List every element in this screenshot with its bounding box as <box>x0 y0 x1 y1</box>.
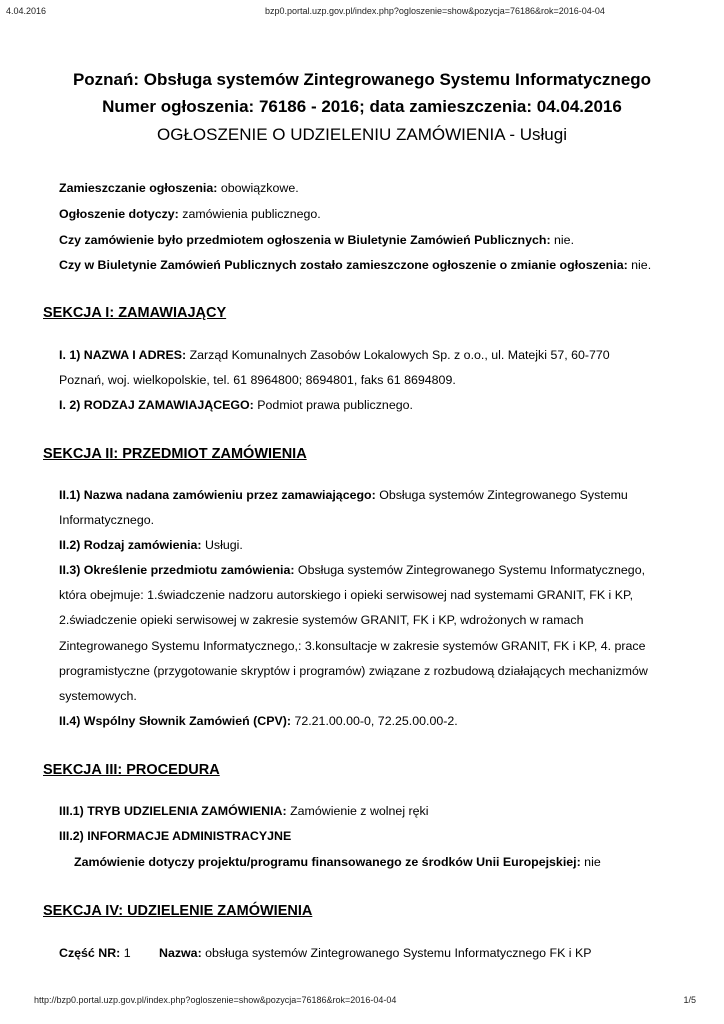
ii3-value-cont-3: 2.świadczenie opieki serwisowej w zakresie systemów GRANIT, FK i KP, wdrożonych w ramach <box>59 613 584 627</box>
change-label: Czy w Biuletynie Zamówień Publicznych zostało zamieszczone ogłoszenie o zmianie ogłoszenia: <box>59 258 628 272</box>
eu-funding-row <box>74 854 601 870</box>
section-2-item-4 <box>59 713 458 729</box>
notice-type: OGŁOSZENIE O UDZIELENIU ZAMÓWIENIA - Usługi <box>157 125 567 144</box>
eu-value: nie <box>580 855 601 869</box>
section-1-heading: SEKCJA I: ZAMAWIAJĄCY <box>43 305 227 321</box>
print-url: bzp0.portal.uzp.gov.pl/index.php?ogloszenie=show&pozycja=76186&rok=2016-04-04 <box>265 6 605 16</box>
i2-label: I. 2) RODZAJ ZAMAWIAJĄCEGO: <box>59 398 254 412</box>
ii4-label: II.4) Wspólny Słownik Zamówień (CPV): <box>59 714 291 728</box>
part-name-row <box>159 945 592 961</box>
concerns-value: zamówienia publicznego. <box>178 207 321 221</box>
notice-number: Numer ogłoszenia: 76186 - 2016; data zamieszczenia: 04.04.2016 <box>102 97 622 116</box>
ii3-value-cont-5: programistyczne (przygotowanie skryptów i programów) związane z rozbudową działających mechanizmów <box>59 664 648 678</box>
iii1-label: III.1) TRYB UDZIELENIA ZAMÓWIENIA: <box>59 804 287 818</box>
section-2-heading: SEKCJA II: PRZEDMIOT ZAMÓWIENIA <box>43 446 307 462</box>
concerns-label: Ogłoszenie dotyczy: <box>59 207 179 221</box>
ii3-value-cont-2: która obejmuje: 1.świadczenie nadzoru autorskiego i opieki serwisowej nad systemami GRANIT, FK i KP, <box>59 588 634 602</box>
i1-value-cont: Poznań, woj. wielkopolskie, tel. 61 8964800; 8694801, faks 61 8694809. <box>59 373 456 387</box>
section-4-heading: SEKCJA IV: UDZIELENIE ZAMÓWIENIA <box>43 903 313 919</box>
ii2-label: II.2) Rodzaj zamówienia: <box>59 538 202 552</box>
ii3-label: II.3) Określenie przedmiotu zamówienia: <box>59 563 295 577</box>
iii1-value: Zamówienie z wolnej ręki <box>286 804 429 818</box>
section-2-item-1 <box>59 487 628 503</box>
section-2-item-2 <box>59 537 243 553</box>
section-3-item-2 <box>59 828 291 844</box>
ii3-value-cont-6: systemowych. <box>59 689 137 703</box>
iii2-label: III.2) INFORMACJE ADMINISTRACYJNE <box>59 829 292 843</box>
placement-label: Zamieszczanie ogłoszenia: <box>59 181 218 195</box>
part-number-row <box>59 945 131 961</box>
section-3-item-1 <box>59 803 428 819</box>
ii3-value-cont-4: Zintegrowanego Systemu Informatycznego,: 3.konsultacje w zakresie systemów GRANIT, FK i KP, 4. prace <box>59 639 646 653</box>
section-1-item-2 <box>59 397 413 413</box>
bzp-row <box>59 232 574 248</box>
ii1-label: II.1) Nazwa nadana zamówieniu przez zamawiającego: <box>59 488 376 502</box>
i2-value: Podmiot prawa publicznego. <box>253 398 413 412</box>
part-name-value: obsługa systemów Zintegrowanego Systemu Informatycznego FK i KP <box>201 946 592 960</box>
change-value: nie. <box>627 258 652 272</box>
page-title: Poznań: Obsługa systemów Zintegrowanego Systemu Informatycznego <box>72 70 652 89</box>
section-2-item-3 <box>59 562 645 578</box>
i1-label: I. 1) NAZWA I ADRES: <box>59 348 187 362</box>
part-name-label: Nazwa: <box>159 946 202 960</box>
ii3-value: Obsługa systemów Zintegrowanego Systemu Informatycznego, <box>294 563 646 577</box>
section-1-item-1 <box>59 347 610 363</box>
section-3-heading: SEKCJA III: PROCEDURA <box>43 762 220 778</box>
i1-value: Zarząd Komunalnych Zasobów Lokalowych Sp. z o.o., ul. Matejki 57, 60-770 <box>186 348 610 362</box>
change-row <box>59 257 651 273</box>
bzp-label: Czy zamówienie było przedmiotem ogłoszenia w Biuletynie Zamówień Publicznych: <box>59 233 551 247</box>
print-date: 4.04.2016 <box>6 6 47 16</box>
placement-value: obowiązkowe. <box>217 181 299 195</box>
footer-url: http://bzp0.portal.uzp.gov.pl/index.php?ogloszenie=show&pozycja=76186&rok=2016-04-04 <box>34 995 397 1005</box>
part-label: Część NR: <box>59 946 121 960</box>
ii1-value-cont: Informatycznego. <box>59 513 155 527</box>
concerns-row <box>59 206 321 222</box>
eu-label: Zamówienie dotyczy projektu/programu finansowanego ze środków Unii Europejskiej: <box>74 855 581 869</box>
ii1-value: Obsługa systemów Zintegrowanego Systemu <box>375 488 628 502</box>
ii4-value: 72.21.00.00-0, 72.25.00.00-2. <box>291 714 458 728</box>
part-value: 1 <box>120 946 131 960</box>
page-number: 1/5 <box>683 995 696 1005</box>
ii2-value: Usługi. <box>201 538 243 552</box>
bzp-value: nie. <box>550 233 575 247</box>
placement-row <box>59 180 299 196</box>
